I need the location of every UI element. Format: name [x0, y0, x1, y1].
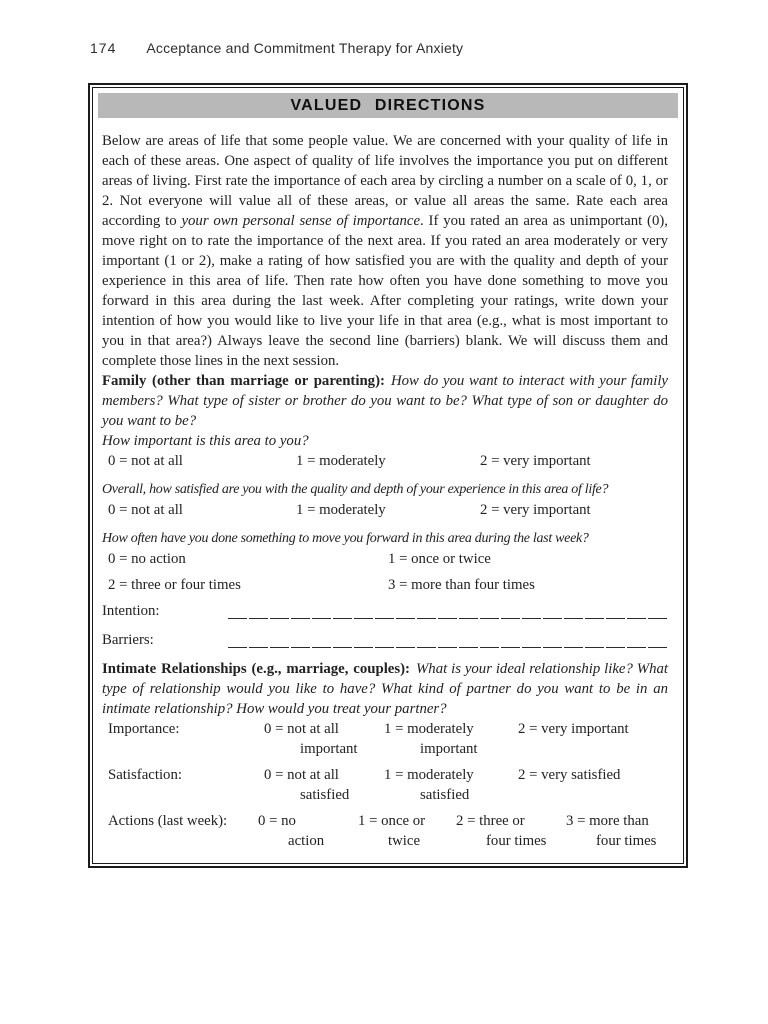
option-line1: 0 = not at all [264, 721, 339, 737]
intro-text-part1: Below are areas of life that some people value. We are concerned with your quality of life in each of these areas. One aspect of quality of life involves the importance you put on different areas of living. First rate the importance of each area by circling a number on a scale of 0, 1, or 2. Not everyone will value all of these areas, or value all areas the same. Rate each area according to [102, 133, 668, 229]
option-line2: four times [486, 833, 547, 849]
option-line2: important [300, 741, 358, 757]
rating-option [358, 811, 456, 851]
option-line1: 3 = more than [566, 813, 649, 829]
rating-option [384, 719, 518, 759]
rating-option [258, 811, 358, 851]
option-line1: 2 = three or [456, 813, 525, 829]
rating-option [566, 811, 668, 851]
option-line1: 2 = very satisfied [518, 767, 621, 783]
running-head-title: Acceptance and Commitment Therapy for Anxiety [146, 40, 464, 56]
satisfaction-rating-row [102, 765, 668, 805]
option-line1: 2 = very important [518, 721, 629, 737]
form-title-bar [98, 93, 678, 118]
rating-row-label: Actions (last week): [108, 813, 228, 829]
intro-paragraph [102, 131, 668, 371]
scale-option: 2 = very important [480, 502, 591, 518]
rating-option [518, 765, 668, 805]
intro-emphasis: your own personal sense of importance [181, 213, 421, 229]
barriers-blank-line[interactable] [228, 632, 668, 648]
option-line2: twice [388, 833, 421, 849]
action-scale-row-1 [102, 549, 668, 569]
barriers-label: Barriers: [102, 632, 154, 648]
rating-option [456, 811, 566, 851]
actions-rating-row [102, 811, 668, 851]
intimate-heading-label: Intimate Relationships (e.g., marriage, couples): [102, 661, 410, 677]
action-question: How often have you done something to move you forward in this area during the last week? [102, 531, 589, 546]
rating-option [264, 765, 384, 805]
option-line1: 0 = no [258, 813, 296, 829]
family-prompt: How do you want to interact with your family members? What type of sister or brother do you want to be? What type of son or daughter do you want to be? [102, 373, 669, 429]
option-line2: action [288, 833, 325, 849]
scale-option: 3 = more than four times [388, 577, 535, 593]
intimate-section-heading [102, 659, 668, 719]
importance-question: How important is this area to you? [102, 433, 309, 449]
rating-option [384, 765, 518, 805]
rating-option [518, 719, 668, 759]
valued-directions-form [88, 83, 688, 868]
option-line1: 1 = once or [358, 813, 426, 829]
option-line2: four times [596, 833, 657, 849]
scale-option: 0 = not at all [108, 502, 183, 518]
scale-option: 2 = very important [480, 453, 591, 469]
page-number: 174 [90, 40, 117, 56]
form-title: VALUED DIRECTIONS [290, 97, 486, 114]
intimate-prompt: What is your ideal relationship like? What type of relationship would you like to have? What kind of partner do you want to be in an intimate relationship? How would you treat your partner? [102, 661, 668, 717]
option-line2: satisfied [300, 787, 350, 803]
rating-row-label: Importance: [108, 721, 180, 737]
running-head [88, 40, 688, 56]
option-line2: important [420, 741, 478, 757]
option-line1: 1 = moderately [384, 767, 474, 783]
family-section-heading [102, 371, 668, 431]
option-line1: 1 = moderately [384, 721, 474, 737]
scale-option: 1 = moderately [296, 453, 386, 469]
form-content [98, 131, 678, 851]
importance-rating-row [102, 719, 668, 759]
option-line1: 0 = not at all [264, 767, 339, 783]
barriers-row [102, 630, 668, 650]
intention-label: Intention: [102, 603, 160, 619]
scale-option: 0 = not at all [108, 453, 183, 469]
scale-option: 0 = no action [108, 551, 186, 567]
intention-blank-line[interactable] [228, 603, 668, 619]
scale-option: 2 = three or four times [108, 577, 241, 593]
rating-option [264, 719, 384, 759]
option-line2: satisfied [420, 787, 470, 803]
form-frame [92, 87, 684, 864]
action-scale-row-2 [102, 575, 668, 595]
family-heading-label: Family (other than marriage or parenting): [102, 373, 385, 389]
rating-row-label: Satisfaction: [108, 767, 182, 783]
scale-option: 1 = once or twice [388, 551, 491, 567]
satisfaction-scale-row [102, 500, 668, 520]
intention-row [102, 601, 668, 621]
intro-text-part2: . If you rated an area as unimportant (0), move right on to rate the importance of the next area. If you rated an area moderately or very important (1 or 2), make a rating of how satisfied you are with the quality and depth of your experience in this area of life. Then rate how often you have done something to move you forward in this area during the last week. After completing your ratings, write down your intention of how you would like to live your life in that area (e.g., what is most important to you in that area?) Always leave the second line (barriers) blank. We will discuss them and complete those lines in the next session. [102, 213, 669, 369]
importance-scale-row [102, 451, 668, 471]
scale-option: 1 = moderately [296, 502, 386, 518]
satisfaction-question: Overall, how satisfied are you with the quality and depth of your experience in this area of life? [102, 482, 609, 497]
